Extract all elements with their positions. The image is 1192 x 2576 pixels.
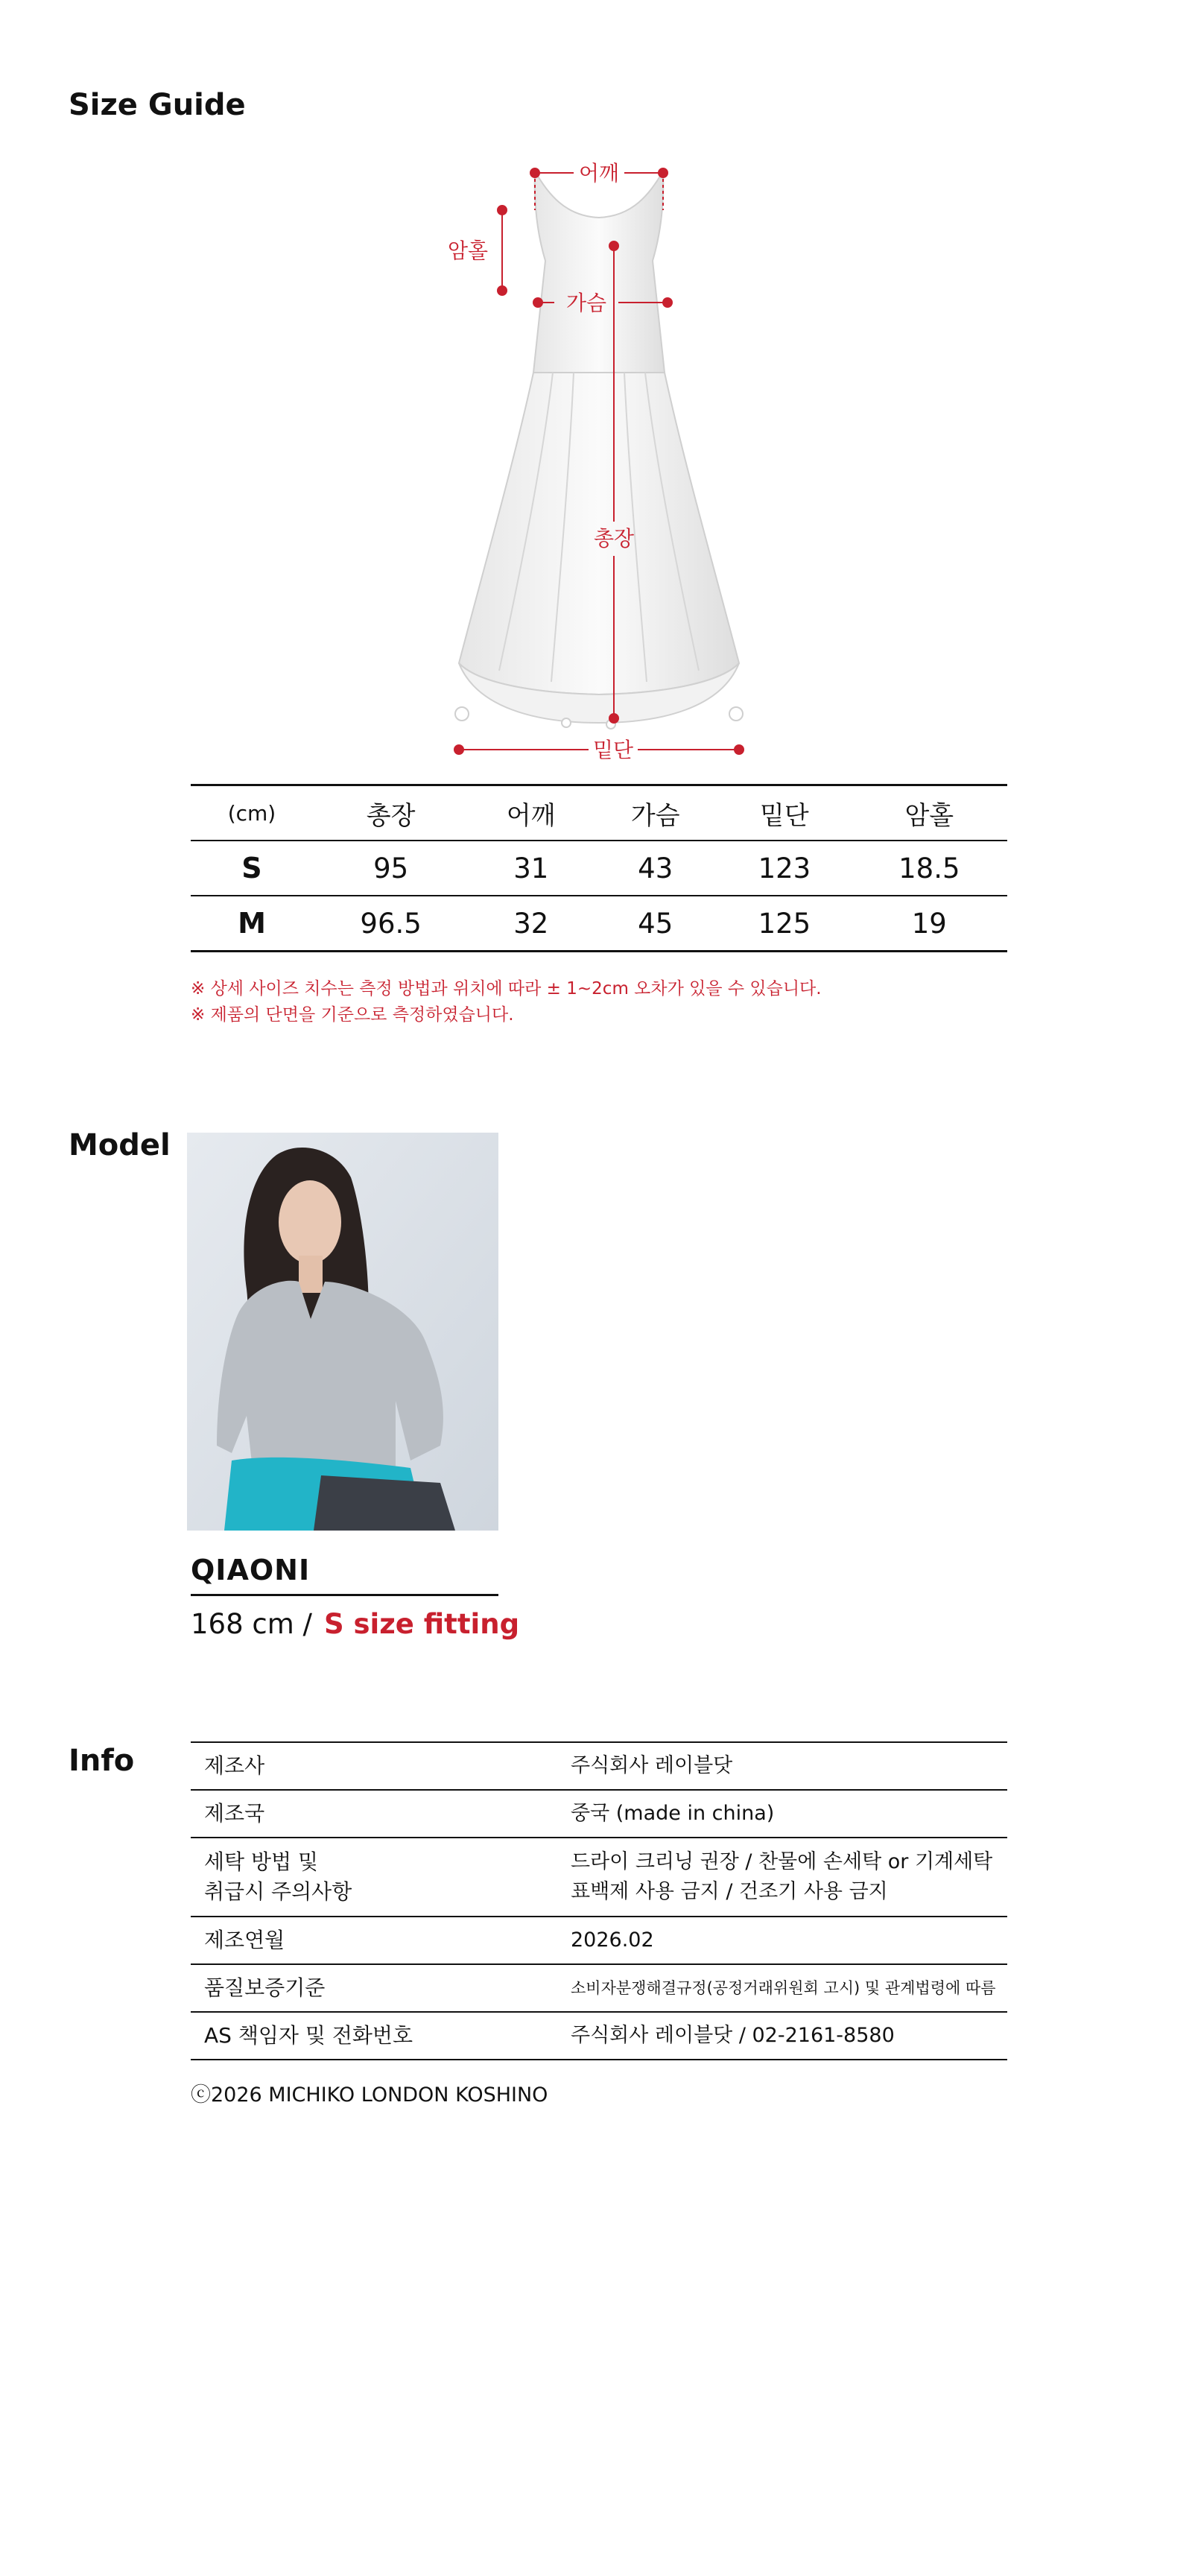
info-label-line: 세탁 방법 및 bbox=[204, 1849, 319, 1874]
size-table bbox=[191, 784, 1007, 952]
info-title: Info bbox=[69, 1744, 135, 1778]
table-cell: 43 bbox=[638, 852, 673, 884]
info-value: 중국 (made in china) bbox=[571, 1802, 775, 1825]
model-fit-size: S size fitting bbox=[324, 1608, 520, 1640]
info-label: AS 책임자 및 전화번호 bbox=[204, 2023, 413, 2048]
size-note: ※ 상세 사이즈 치수는 측정 방법과 위치에 따라 ± 1~2cm 오차가 있을 수 있습니다. bbox=[191, 979, 822, 999]
divider bbox=[191, 1594, 498, 1596]
info-label: 제조사 bbox=[204, 1753, 265, 1778]
model-illustration bbox=[187, 1133, 498, 1531]
size-label: S bbox=[241, 852, 262, 884]
table-row bbox=[191, 1790, 1007, 1838]
model-photo bbox=[187, 1133, 498, 1531]
table-row bbox=[191, 896, 1007, 952]
size-table-header bbox=[191, 785, 1007, 841]
table-cell: 123 bbox=[758, 852, 811, 884]
table-row bbox=[191, 1742, 1007, 1790]
dress-illustration bbox=[387, 149, 805, 760]
col-length: 총장 bbox=[366, 800, 416, 831]
table-row bbox=[191, 1964, 1007, 2012]
col-hem: 밑단 bbox=[760, 800, 809, 831]
size-diagram bbox=[387, 149, 805, 760]
label-length: 총장 bbox=[593, 526, 635, 551]
info-value bbox=[560, 1838, 1007, 1917]
copyright: ⓒ2026 MICHIKO LONDON KOSHINO bbox=[191, 2083, 548, 2107]
model-height: 168 cm / bbox=[191, 1608, 312, 1640]
col-shoulder: 어깨 bbox=[506, 800, 556, 831]
size-label: M bbox=[238, 907, 266, 940]
info-label bbox=[191, 1838, 560, 1917]
table-cell: 32 bbox=[513, 907, 549, 940]
model-name: QIAONI bbox=[191, 1554, 311, 1586]
table-row bbox=[191, 1838, 1007, 1917]
unit-header: (cm) bbox=[227, 800, 276, 826]
info-value-line: 드라이 크리닝 권장 / 찬물에 손세탁 or 기계세탁 bbox=[571, 1850, 993, 1873]
label-shoulder: 어깨 bbox=[578, 161, 620, 186]
model-fit-info bbox=[191, 1608, 519, 1640]
info-value-line: 표백제 사용 금지 / 건조기 사용 금지 bbox=[571, 1880, 888, 1903]
label-armhole: 암홀 bbox=[447, 238, 489, 263]
col-chest: 가슴 bbox=[630, 800, 680, 831]
size-note: ※ 제품의 단면을 기준으로 측정하였습니다. bbox=[191, 1005, 514, 1025]
info-label: 품질보증기준 bbox=[204, 1975, 326, 2000]
table-row bbox=[191, 1917, 1007, 1964]
info-table bbox=[191, 1741, 1007, 2060]
info-value: 소비자분쟁해결규정(공정거래위원회 고시) 및 관계법령에 따름 bbox=[571, 1979, 996, 1997]
info-value: 2026.02 bbox=[571, 1928, 654, 1952]
table-row bbox=[191, 841, 1007, 896]
model-title: Model bbox=[69, 1128, 171, 1162]
label-chest: 가슴 bbox=[565, 291, 607, 315]
info-label: 제조국 bbox=[204, 1801, 265, 1826]
table-cell: 31 bbox=[513, 852, 549, 884]
table-cell: 96.5 bbox=[360, 907, 422, 940]
table-cell: 125 bbox=[758, 907, 811, 940]
info-label-line: 취급시 주의사항 bbox=[204, 1879, 352, 1904]
size-guide-title: Size Guide bbox=[69, 88, 246, 122]
table-cell: 95 bbox=[373, 852, 409, 884]
info-value: 주식회사 레이블닷 / 02-2161-8580 bbox=[571, 2024, 895, 2047]
table-row bbox=[191, 2012, 1007, 2060]
info-value: 주식회사 레이블닷 bbox=[571, 1754, 733, 1777]
table-cell: 45 bbox=[638, 907, 673, 940]
label-hem: 밑단 bbox=[592, 738, 634, 760]
col-armhole: 암홀 bbox=[904, 800, 954, 831]
info-label: 제조연월 bbox=[204, 1928, 285, 1952]
table-cell: 18.5 bbox=[898, 852, 960, 884]
table-cell: 19 bbox=[911, 907, 947, 940]
